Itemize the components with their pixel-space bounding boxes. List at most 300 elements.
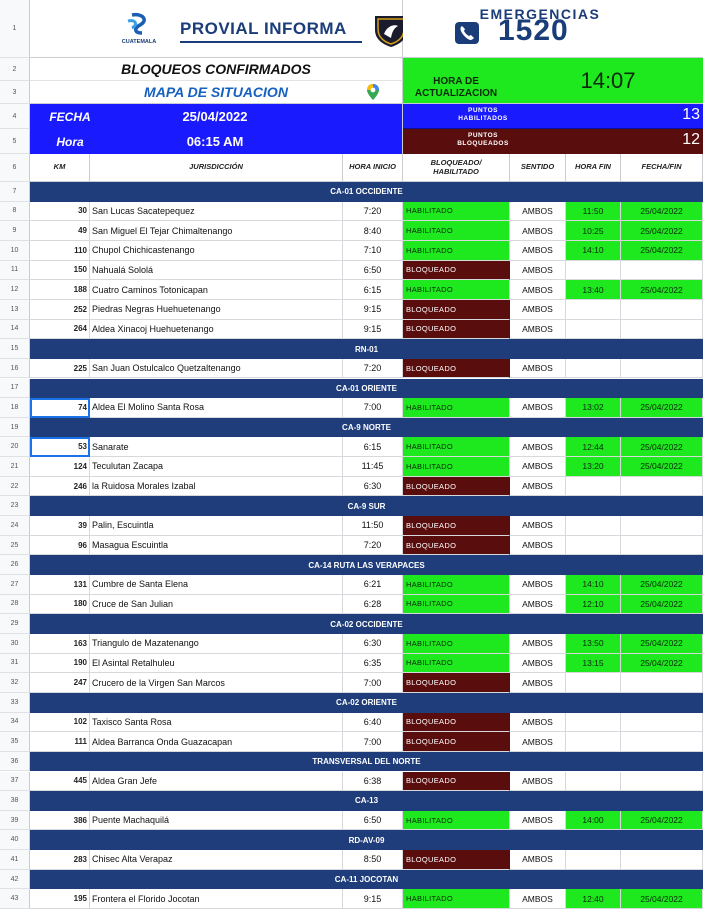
cell-hora-inicio[interactable]: 8:50 [343, 850, 403, 870]
col-header-jurisdiccion[interactable]: JURISDICCIÓN [90, 154, 343, 182]
cell-estado[interactable]: HABILITADO [403, 202, 510, 222]
row-number[interactable]: 27 [0, 575, 30, 595]
row-number[interactable]: 41 [0, 850, 30, 870]
table-row [0, 477, 720, 497]
cell-estado[interactable]: HABILITADO [403, 437, 510, 457]
title-mapa: MAPA DE SITUACION [30, 81, 403, 104]
cell-km[interactable]: 247 [30, 673, 90, 693]
cell-km[interactable]: 188 [30, 280, 90, 300]
provial-title: PROVIAL INFORMA [180, 19, 362, 43]
row-number[interactable]: 2 [0, 58, 30, 81]
cell-jurisdiccion[interactable]: Palin, Escuintla [90, 516, 343, 536]
table-row [0, 595, 720, 615]
guatemala-logo-icon [118, 11, 158, 51]
row-number[interactable]: 23 [0, 496, 30, 516]
section-header[interactable]: CA-9 NORTE [30, 418, 703, 438]
section-row [0, 693, 720, 713]
cell-km[interactable]: 386 [30, 811, 90, 831]
update-time: 14:07 [580, 68, 636, 93]
col-header-fecha-fin[interactable]: FECHA/FIN [621, 154, 703, 182]
cell-hora-inicio[interactable]: 7:00 [343, 732, 403, 752]
emergency-number: 1520 [498, 14, 569, 47]
cell-hora-fin[interactable] [566, 536, 621, 556]
cell-hora-fin[interactable]: 13:15 [566, 654, 621, 674]
table-row [0, 320, 720, 340]
logo-caption: CUATEMALA [121, 39, 157, 45]
cell-fecha-fin[interactable]: 25/04/2022 [621, 241, 703, 261]
row-number[interactable]: 11 [0, 261, 30, 281]
row-number[interactable]: 15 [0, 339, 30, 359]
cell-estado[interactable]: BLOQUEADO [403, 732, 510, 752]
cell-hora-fin[interactable] [566, 732, 621, 752]
cell-estado[interactable]: HABILITADO [403, 889, 510, 909]
section-row [0, 870, 720, 890]
cell-jurisdiccion[interactable]: Sanarate [90, 437, 343, 457]
cell-fecha-fin[interactable]: 25/04/2022 [621, 595, 703, 615]
cell-hora-inicio[interactable]: 7:10 [343, 241, 403, 261]
cell-estado[interactable]: HABILITADO [403, 280, 510, 300]
cell-sentido[interactable]: AMBOS [510, 359, 566, 379]
cell-sentido[interactable]: AMBOS [510, 634, 566, 654]
cell-fecha-fin[interactable] [621, 477, 703, 497]
cell-jurisdiccion[interactable]: Chisec Alta Verapaz [90, 850, 343, 870]
table-row [0, 398, 720, 418]
section-row [0, 614, 720, 634]
cell-km[interactable]: 39 [30, 516, 90, 536]
cell-sentido[interactable]: AMBOS [510, 772, 566, 792]
cell-hora-inicio[interactable]: 6:40 [343, 713, 403, 733]
cell-hora-inicio[interactable]: 8:40 [343, 221, 403, 241]
row-number[interactable]: 36 [0, 752, 30, 772]
cell-hora-fin[interactable]: 12:40 [566, 889, 621, 909]
cell-km[interactable]: 102 [30, 713, 90, 733]
cell-jurisdiccion[interactable]: Frontera el Florido Jocotan [90, 889, 343, 909]
section-header[interactable]: CA-13 [30, 791, 703, 811]
table-row [0, 280, 720, 300]
cell-sentido[interactable]: AMBOS [510, 457, 566, 477]
cell-estado[interactable]: BLOQUEADO [403, 261, 510, 281]
table-row [0, 536, 720, 556]
cell-jurisdiccion[interactable]: San Juan Ostulcalco Quetzaltenango [90, 359, 343, 379]
table-row [0, 457, 720, 477]
table-row [0, 732, 720, 752]
cell-estado[interactable]: BLOQUEADO [403, 772, 510, 792]
row-number[interactable]: 42 [0, 870, 30, 890]
cell-fecha-fin[interactable] [621, 536, 703, 556]
row-number[interactable]: 12 [0, 280, 30, 300]
table-row [0, 241, 720, 261]
row-number[interactable]: 21 [0, 457, 30, 477]
row-number[interactable]: 29 [0, 614, 30, 634]
section-row [0, 496, 720, 516]
cell-hora-fin[interactable]: 12:44 [566, 437, 621, 457]
table-row [0, 634, 720, 654]
cell-sentido[interactable]: AMBOS [510, 241, 566, 261]
row-number[interactable]: 32 [0, 673, 30, 693]
section-header[interactable]: RD-AV-09 [30, 830, 703, 850]
row-number[interactable]: 25 [0, 536, 30, 556]
guatemala-logo [118, 11, 158, 51]
section-header[interactable]: CA-01 ORIENTE [30, 379, 703, 399]
cell-hora-fin[interactable] [566, 300, 621, 320]
cell-jurisdiccion[interactable]: Aldea Barranca Onda Guazacapan [90, 732, 343, 752]
table-row [0, 516, 720, 536]
cell-estado[interactable]: HABILITADO [403, 398, 510, 418]
cell-sentido[interactable]: AMBOS [510, 398, 566, 418]
cell-hora-inicio[interactable]: 6:50 [343, 811, 403, 831]
map-pin-icon[interactable] [366, 83, 380, 101]
cell-hora-fin[interactable] [566, 673, 621, 693]
cell-hora-inicio[interactable]: 6:38 [343, 772, 403, 792]
cell-km[interactable]: 49 [30, 221, 90, 241]
cell-hora-fin[interactable] [566, 850, 621, 870]
cell-jurisdiccion[interactable]: Cruce de San Julian [90, 595, 343, 615]
cell-sentido[interactable]: AMBOS [510, 595, 566, 615]
cell-hora-inicio[interactable]: 6:15 [343, 437, 403, 457]
cell-hora-fin[interactable] [566, 713, 621, 733]
cell-hora-inicio[interactable]: 6:21 [343, 575, 403, 595]
col-header-estado[interactable]: BLOQUEADO/ HABILITADO [403, 154, 510, 182]
cell-km[interactable]: 110 [30, 241, 90, 261]
cell-jurisdiccion[interactable]: Nahualá Sololá [90, 261, 343, 281]
cell-sentido[interactable]: AMBOS [510, 261, 566, 281]
cell-hora-fin[interactable]: 13:02 [566, 398, 621, 418]
col-header-hora-inicio[interactable]: HORA INICIO [343, 154, 403, 182]
hora-value: 06:15 AM [186, 134, 244, 149]
date-panel [30, 104, 403, 154]
cell-estado[interactable]: BLOQUEADO [403, 320, 510, 340]
cell-hora-inicio[interactable]: 9:15 [343, 320, 403, 340]
row-number[interactable]: 17 [0, 379, 30, 399]
cell-estado[interactable]: BLOQUEADO [403, 516, 510, 536]
hora-label: Hora [56, 134, 84, 149]
row-number[interactable]: 1 [0, 0, 30, 58]
cell-hora-fin[interactable]: 13:40 [566, 280, 621, 300]
map-pin-glyph-icon [366, 83, 380, 101]
section-header[interactable]: CA-02 ORIENTE [30, 693, 703, 713]
row-number[interactable]: 30 [0, 634, 30, 654]
cell-km[interactable]: 195 [30, 889, 90, 909]
cell-jurisdiccion[interactable]: El Asintal Retalhuleu [90, 654, 343, 674]
cell-estado[interactable]: HABILITADO [403, 575, 510, 595]
row-number[interactable]: 24 [0, 516, 30, 536]
cell-km[interactable]: 124 [30, 457, 90, 477]
row-number[interactable]: 31 [0, 654, 30, 674]
cell-fecha-fin[interactable] [621, 516, 703, 536]
cell-hora-inicio[interactable]: 6:28 [343, 595, 403, 615]
cell-fecha-fin[interactable] [621, 772, 703, 792]
cell-estado[interactable]: HABILITADO [403, 221, 510, 241]
cell-sentido[interactable]: AMBOS [510, 280, 566, 300]
fecha-label: FECHA [49, 109, 91, 124]
cell-jurisdiccion[interactable]: Triangulo de Mazatenango [90, 634, 343, 654]
cell-km[interactable]: 150 [30, 261, 90, 281]
cell-estado[interactable]: BLOQUEADO [403, 673, 510, 693]
bloqueados-label: PUNTOS BLOQUEADOS [457, 132, 509, 148]
cell-fecha-fin[interactable] [621, 359, 703, 379]
cell-km[interactable]: 180 [30, 595, 90, 615]
cell-estado[interactable]: BLOQUEADO [403, 477, 510, 497]
cell-sentido[interactable]: AMBOS [510, 575, 566, 595]
section-row [0, 555, 720, 575]
fecha-value: 25/04/2022 [182, 109, 248, 124]
row-number[interactable]: 10 [0, 241, 30, 261]
cell-hora-inicio[interactable]: 11:50 [343, 516, 403, 536]
cell-sentido[interactable]: AMBOS [510, 654, 566, 674]
row-number[interactable]: 7 [0, 182, 30, 202]
cell-fecha-fin[interactable] [621, 261, 703, 281]
cell-hora-inicio[interactable]: 6:30 [343, 477, 403, 497]
row-number[interactable]: 34 [0, 713, 30, 733]
table-row [0, 713, 720, 733]
cell-sentido[interactable]: AMBOS [510, 713, 566, 733]
cell-jurisdiccion[interactable]: San Miguel El Tejar Chimaltenango [90, 221, 343, 241]
emergency-banner [403, 0, 703, 58]
cell-fecha-fin[interactable]: 25/04/2022 [621, 654, 703, 674]
cell-fecha-fin[interactable] [621, 320, 703, 340]
section-header[interactable]: TRANSVERSAL DEL NORTE [30, 752, 703, 772]
cell-hora-fin[interactable] [566, 516, 621, 536]
col-header-km[interactable]: KM [30, 154, 90, 182]
row-number[interactable]: 6 [0, 154, 30, 182]
cell-hora-fin[interactable]: 13:50 [566, 634, 621, 654]
row-number[interactable]: 9 [0, 221, 30, 241]
row-number[interactable]: 40 [0, 830, 30, 850]
bloqueados-count: 12 [682, 131, 700, 148]
cell-estado[interactable]: HABILITADO [403, 457, 510, 477]
cell-sentido[interactable]: AMBOS [510, 477, 566, 497]
row-number[interactable]: 38 [0, 791, 30, 811]
cell-jurisdiccion[interactable]: San Lucas Sacatepequez [90, 202, 343, 222]
cell-sentido[interactable]: AMBOS [510, 516, 566, 536]
cell-estado[interactable]: HABILITADO [403, 241, 510, 261]
table-row [0, 654, 720, 674]
cell-sentido[interactable]: AMBOS [510, 221, 566, 241]
provial-banner [30, 0, 403, 58]
cell-fecha-fin[interactable]: 25/04/2022 [621, 202, 703, 222]
row-number[interactable]: 5 [0, 129, 30, 154]
cell-hora-fin[interactable] [566, 477, 621, 497]
section-row [0, 379, 720, 399]
cell-sentido[interactable]: AMBOS [510, 811, 566, 831]
section-header[interactable]: CA-9 SUR [30, 496, 703, 516]
table-row [0, 437, 720, 457]
habilitados-panel [403, 104, 703, 129]
table-row [0, 850, 720, 870]
bloqueados-panel [403, 129, 703, 154]
update-panel [403, 58, 703, 104]
cell-km[interactable]: 131 [30, 575, 90, 595]
cell-fecha-fin[interactable] [621, 732, 703, 752]
row-number[interactable]: 39 [0, 811, 30, 831]
cell-jurisdiccion[interactable]: Aldea El Molino Santa Rosa [90, 398, 343, 418]
section-header[interactable]: CA-14 RUTA LAS VERAPACES [30, 555, 703, 575]
column-header-row [0, 154, 720, 182]
cell-hora-fin[interactable]: 12:10 [566, 595, 621, 615]
cell-jurisdiccion[interactable]: la Ruidosa Morales Izabal [90, 477, 343, 497]
table-row [0, 300, 720, 320]
cell-estado[interactable]: HABILITADO [403, 654, 510, 674]
section-header[interactable]: CA-11 JOCOTAN [30, 870, 703, 890]
title-bloqueos: BLOQUEOS CONFIRMADOS [30, 58, 403, 81]
habilitados-count: 13 [682, 106, 700, 123]
update-label: HORA DE ACTUALIZACION [414, 76, 498, 99]
cell-sentido[interactable]: AMBOS [510, 202, 566, 222]
row-number[interactable]: 18 [0, 398, 30, 418]
cell-hora-inicio[interactable]: 11:45 [343, 457, 403, 477]
table-row [0, 811, 720, 831]
row-number[interactable]: 8 [0, 202, 30, 222]
cell-sentido[interactable]: AMBOS [510, 732, 566, 752]
cell-fecha-fin[interactable]: 25/04/2022 [621, 634, 703, 654]
row-number[interactable]: 20 [0, 437, 30, 457]
cell-jurisdiccion[interactable]: Teculutan Zacapa [90, 457, 343, 477]
cell-km[interactable]: 246 [30, 477, 90, 497]
cell-km[interactable]: 53 [30, 437, 90, 457]
row-number[interactable]: 19 [0, 418, 30, 438]
cell-jurisdiccion[interactable]: Aldea Gran Jefe [90, 772, 343, 792]
cell-hora-fin[interactable]: 14:10 [566, 241, 621, 261]
cell-fecha-fin[interactable] [621, 713, 703, 733]
row-number[interactable]: 3 [0, 81, 30, 104]
cell-fecha-fin[interactable]: 25/04/2022 [621, 575, 703, 595]
cell-jurisdiccion[interactable]: Taxisco Santa Rosa [90, 713, 343, 733]
cell-estado[interactable]: HABILITADO [403, 811, 510, 831]
cell-fecha-fin[interactable] [621, 850, 703, 870]
row-number[interactable]: 4 [0, 104, 30, 129]
cell-jurisdiccion[interactable]: Chupol Chichicastenango [90, 241, 343, 261]
cell-jurisdiccion[interactable]: Cumbre de Santa Elena [90, 575, 343, 595]
cell-km[interactable]: 190 [30, 654, 90, 674]
cell-hora-inicio[interactable]: 7:20 [343, 536, 403, 556]
cell-km[interactable]: 283 [30, 850, 90, 870]
cell-fecha-fin[interactable] [621, 300, 703, 320]
cell-km[interactable]: 111 [30, 732, 90, 752]
cell-fecha-fin[interactable]: 25/04/2022 [621, 457, 703, 477]
cell-fecha-fin[interactable] [621, 673, 703, 693]
cell-hora-fin[interactable] [566, 359, 621, 379]
banner-row [0, 0, 720, 58]
cell-hora-fin[interactable]: 10:25 [566, 221, 621, 241]
cell-hora-inicio[interactable]: 7:00 [343, 673, 403, 693]
section-row [0, 339, 720, 359]
cell-fecha-fin[interactable]: 25/04/2022 [621, 280, 703, 300]
cell-jurisdiccion[interactable]: Cuatro Caminos Totonicapan [90, 280, 343, 300]
cell-jurisdiccion[interactable]: Crucero de la Virgen San Marcos [90, 673, 343, 693]
cell-sentido[interactable]: AMBOS [510, 850, 566, 870]
cell-hora-fin[interactable] [566, 261, 621, 281]
cell-estado[interactable]: BLOQUEADO [403, 713, 510, 733]
row-number[interactable]: 37 [0, 772, 30, 792]
cell-km[interactable]: 225 [30, 359, 90, 379]
cell-km[interactable]: 264 [30, 320, 90, 340]
cell-estado[interactable]: HABILITADO [403, 595, 510, 615]
row-number[interactable]: 35 [0, 732, 30, 752]
cell-fecha-fin[interactable]: 25/04/2022 [621, 889, 703, 909]
habilitados-label: PUNTOS HABILITADOS [458, 107, 508, 123]
cell-km[interactable]: 74 [30, 398, 90, 418]
table-row [0, 772, 720, 792]
cell-km[interactable]: 96 [30, 536, 90, 556]
cell-hora-inicio[interactable]: 6:35 [343, 654, 403, 674]
cell-hora-fin[interactable] [566, 772, 621, 792]
cell-estado[interactable]: BLOQUEADO [403, 359, 510, 379]
col-header-hora-fin[interactable]: HORA FIN [566, 154, 621, 182]
table-row [0, 673, 720, 693]
row-number[interactable]: 28 [0, 595, 30, 615]
cell-hora-inicio[interactable]: 6:30 [343, 634, 403, 654]
cell-hora-fin[interactable]: 14:00 [566, 811, 621, 831]
phone-glyph-icon [455, 22, 479, 44]
cell-estado[interactable]: HABILITADO [403, 634, 510, 654]
cell-km[interactable]: 163 [30, 634, 90, 654]
cell-hora-fin[interactable] [566, 320, 621, 340]
section-row [0, 182, 720, 202]
section-row [0, 791, 720, 811]
cell-hora-fin[interactable]: 13:20 [566, 457, 621, 477]
cell-estado[interactable]: BLOQUEADO [403, 300, 510, 320]
cell-hora-inicio[interactable]: 7:00 [343, 398, 403, 418]
cell-estado[interactable]: BLOQUEADO [403, 850, 510, 870]
cell-jurisdiccion[interactable]: Piedras Negras Huehuetenango [90, 300, 343, 320]
cell-km[interactable]: 30 [30, 202, 90, 222]
cell-sentido[interactable]: AMBOS [510, 889, 566, 909]
cell-estado[interactable]: BLOQUEADO [403, 536, 510, 556]
cell-fecha-fin[interactable]: 25/04/2022 [621, 221, 703, 241]
section-header[interactable]: CA-01 OCCIDENTE [30, 182, 703, 202]
row-number[interactable]: 26 [0, 555, 30, 575]
section-row [0, 830, 720, 850]
row-number[interactable]: 33 [0, 693, 30, 713]
row-number[interactable]: 14 [0, 320, 30, 340]
cell-hora-inicio[interactable]: 7:20 [343, 359, 403, 379]
row-number[interactable]: 13 [0, 300, 30, 320]
title-rows [0, 58, 720, 104]
cell-sentido[interactable]: AMBOS [510, 300, 566, 320]
section-header[interactable]: RN-01 [30, 339, 703, 359]
table-row [0, 575, 720, 595]
row-number[interactable]: 16 [0, 359, 30, 379]
cell-sentido[interactable]: AMBOS [510, 320, 566, 340]
cell-hora-inicio[interactable]: 7:20 [343, 202, 403, 222]
cell-sentido[interactable]: AMBOS [510, 536, 566, 556]
col-header-sentido[interactable]: SENTIDO [510, 154, 566, 182]
row-number[interactable]: 22 [0, 477, 30, 497]
section-row [0, 752, 720, 772]
date-rows [0, 104, 720, 154]
cell-hora-fin[interactable]: 14:10 [566, 575, 621, 595]
cell-fecha-fin[interactable]: 25/04/2022 [621, 437, 703, 457]
cell-sentido[interactable]: AMBOS [510, 673, 566, 693]
cell-jurisdiccion[interactable]: Masagua Escuintla [90, 536, 343, 556]
row-number[interactable]: 43 [0, 889, 30, 909]
cell-hora-inicio[interactable]: 6:15 [343, 280, 403, 300]
table-row [0, 261, 720, 281]
table-row [0, 221, 720, 241]
cell-fecha-fin[interactable]: 25/04/2022 [621, 398, 703, 418]
cell-sentido[interactable]: AMBOS [510, 437, 566, 457]
cell-km[interactable]: 445 [30, 772, 90, 792]
cell-hora-fin[interactable]: 11:50 [566, 202, 621, 222]
section-header[interactable]: CA-02 OCCIDENTE [30, 614, 703, 634]
cell-hora-inicio[interactable]: 9:15 [343, 889, 403, 909]
cell-hora-inicio[interactable]: 6:50 [343, 261, 403, 281]
cell-jurisdiccion[interactable]: Aldea Xinacoj Huehuetenango [90, 320, 343, 340]
cell-jurisdiccion[interactable]: Puente Machaquilá [90, 811, 343, 831]
cell-fecha-fin[interactable]: 25/04/2022 [621, 811, 703, 831]
cell-hora-inicio[interactable]: 9:15 [343, 300, 403, 320]
cell-km[interactable]: 252 [30, 300, 90, 320]
